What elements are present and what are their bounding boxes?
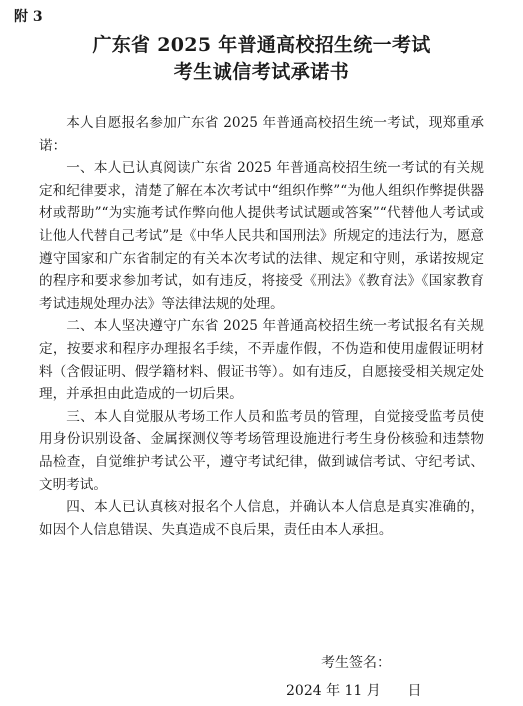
annex-label: 附 3 <box>14 9 43 25</box>
clause-1-paragraph: 一、本人已认真阅读广东省 2025 年普通高校招生统一考试的有关规定和纪律要求，清楚了解在本次考试中“组织作弊”“为他人组织作弊提供器材或帮助”“为实施考试作弊向他人提供考试试题或答案”“代替他人考试或让他人代替自己考试”是《中华人民共和国刑法》所规定的违法行为，愿意遵守国家和广东省制定的有关本次考试的法律、规定和守则，承诺按规定的程序和要求参加考试，如有违反，将接受《刑法》《教育法》《国家教育考试违规处理办法》等法律法规的处理。 <box>39 160 484 312</box>
date-line: 2024 年 11 月 日 <box>286 683 422 699</box>
clause-4-paragraph: 四、本人已认真核对报名个人信息，并确认本人信息是真实准确的，如因个人信息错误、失真造成不良后果，责任由本人承担。 <box>39 499 484 538</box>
intro-paragraph: 本人自愿报名参加广东省 2025 年普通高校招生统一考试，现郑重承诺： <box>39 115 484 154</box>
document-title: 广东省 2025 年普通高校招生统一考试 <box>92 34 431 56</box>
clause-2-paragraph: 二、本人坚决遵守广东省 2025 年普通高校招生统一考试报名有关规定，按要求和程序办理报名手续，不弄虚作假，不伪造和使用虚假证明材料（含假证明、假学籍材料、假证书等）。如有违反，自愿接受相关规定处理，并承担由此造成的一切后果。 <box>39 318 484 403</box>
clause-3-paragraph: 三、本人自觉服从考场工作人员和监考员的管理，自觉接受监考员使用身份识别设备、金属探测仪等考场管理设施进行考生身份核验和违禁物品检查，自觉维护考试公平，遵守考试纪律，做到诚信考试、守纪考试、文明考试。 <box>39 408 484 493</box>
signature-label: 考生签名： <box>321 655 391 671</box>
document-body <box>39 112 484 541</box>
document-subtitle: 考生诚信考试承诺书 <box>173 61 350 83</box>
